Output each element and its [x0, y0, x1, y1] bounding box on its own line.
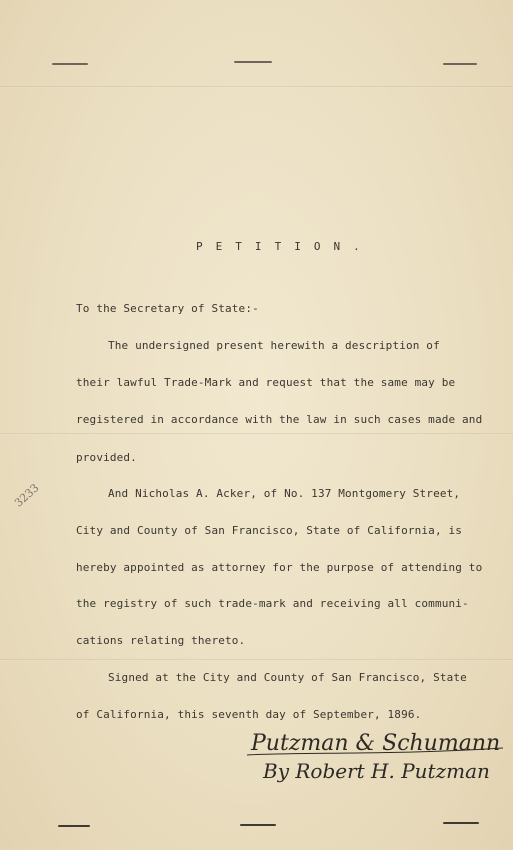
paragraph-line: provided.: [76, 451, 137, 464]
staple-mark: [234, 61, 272, 63]
binding-mark: [58, 825, 90, 827]
paragraph-line: The undersigned present herewith a description of: [108, 339, 440, 352]
paper-fold-line: [0, 659, 513, 661]
paper-fold-line: [0, 433, 513, 435]
salutation: To the Secretary of State:-: [76, 302, 259, 315]
signature-firm-name: Putzman & Schumann: [251, 731, 501, 756]
paragraph-line: Signed at the City and County of San Francisco, State: [108, 671, 467, 684]
document-title: P E T I T I O N .: [196, 240, 363, 253]
handwritten-signature: [245, 722, 507, 788]
signature-signer: By Robert H. Putzman: [263, 759, 490, 783]
paragraph-line: the registry of such trade-mark and receiving all communi-: [76, 597, 469, 610]
pencil-margin-note: 3233: [12, 481, 42, 510]
paragraph-line: hereby appointed as attorney for the purpose of attending to: [76, 561, 483, 574]
paragraph-line: cations relating thereto.: [76, 634, 246, 647]
binding-mark: [443, 822, 479, 824]
paragraph-line: City and County of San Francisco, State of California, is: [76, 524, 463, 537]
paragraph-line: And Nicholas A. Acker, of No. 137 Montgomery Street,: [108, 487, 461, 500]
paragraph-line: their lawful Trade-Mark and request that the same may be: [76, 376, 456, 389]
paper-fold-line: [0, 86, 513, 88]
staple-mark: [52, 63, 88, 65]
binding-mark: [240, 824, 276, 826]
paragraph-line: registered in accordance with the law in such cases made and: [76, 413, 483, 426]
paragraph-line: of California, this seventh day of September, 1896.: [76, 708, 422, 721]
staple-mark: [443, 63, 477, 65]
